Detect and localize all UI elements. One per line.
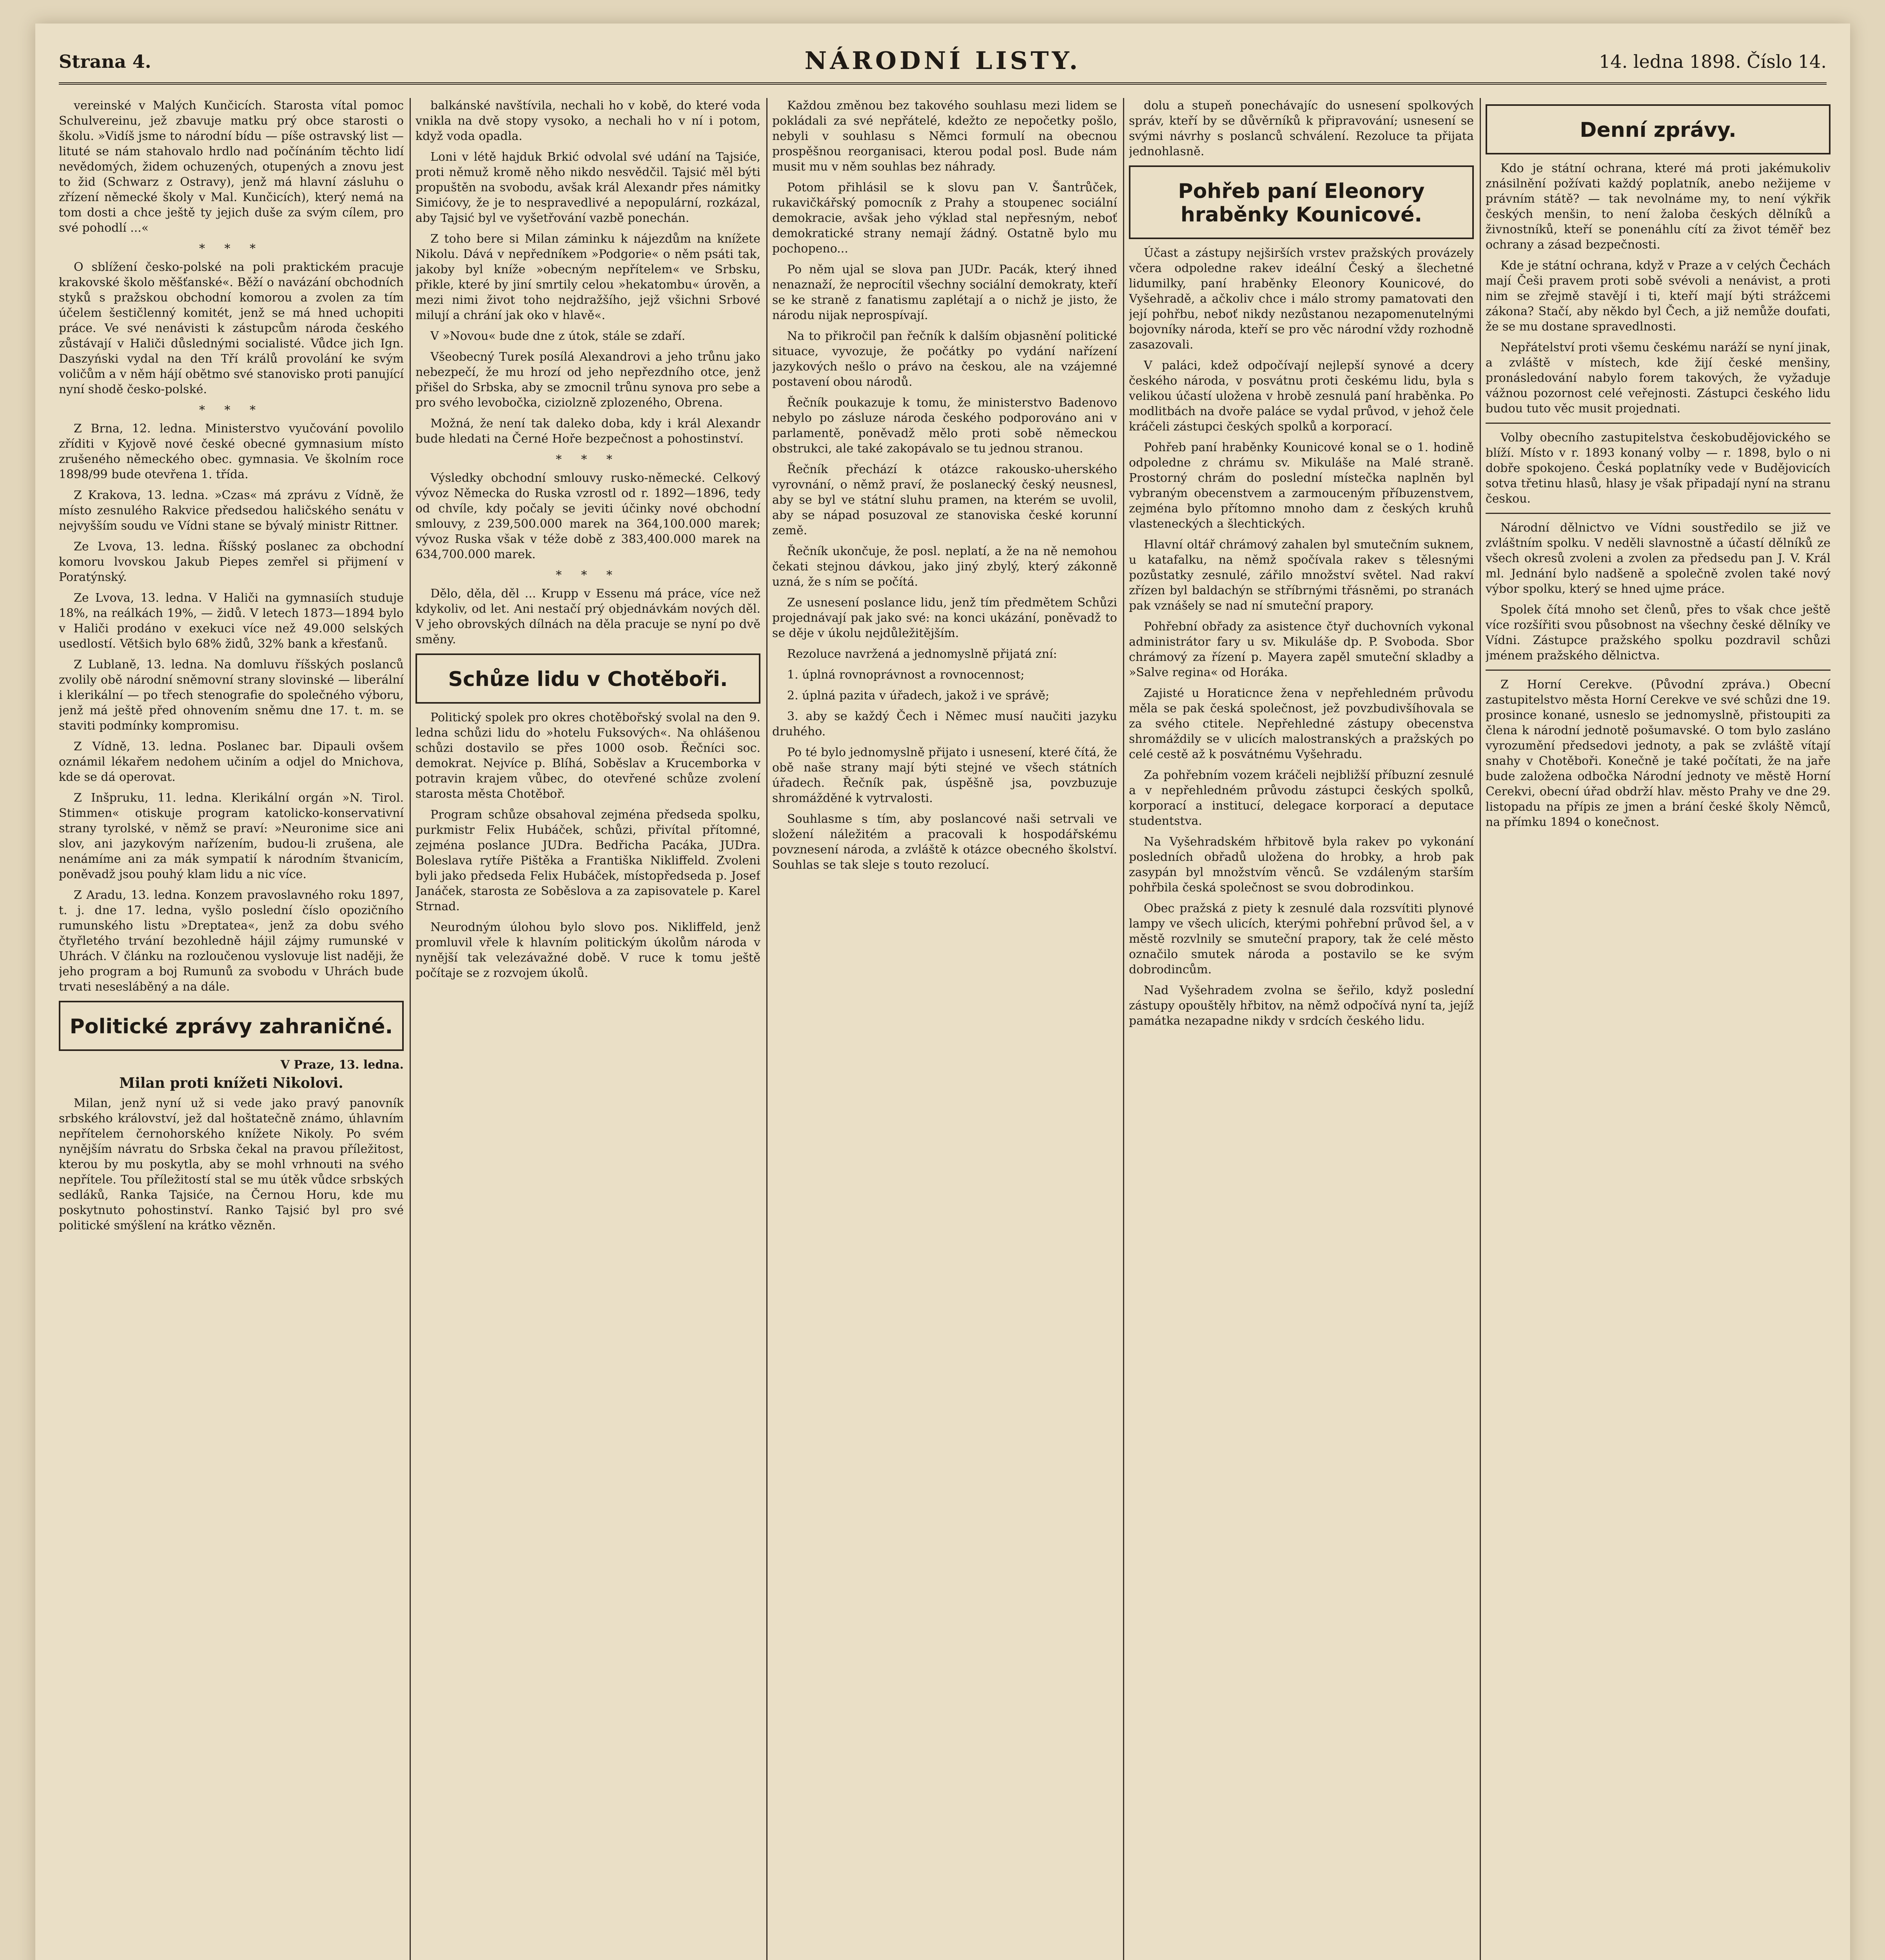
article-paragraph: Souhlasme s tím, aby poslancové naši setrvali ve složení náležitém a pracovali k hospodářskému povznesení národa, a zvláště k otázce obecného školství. Souhlas se tak sleje s touto rezolucí. bbox=[772, 812, 1117, 872]
article-paragraph: V paláci, kdež odpočívají nejlepší synové a dcery českého národa, v posvátnu proti českému lidu, byla s velikou účastí uložena v hrobě zesnulá paní hraběnka. Po modlitbách na dvoře paláce se vydal průvod, v jehož čele kráčeli zástupci českých spolků a korporací. bbox=[1129, 359, 1474, 434]
article-paragraph: Nepřátelství proti všemu českému naráží se nyní jinak, a zvláště v místech, kde žijí české menšiny, pronásledování nabylo forem takových, že vyžaduje vážnou pozornost celé veřejnosti. Zástupci českého lidu budou tuto věc musit projednati. bbox=[1486, 341, 1831, 416]
article-paragraph: Řečník přechází k otázce rakousko-uherského vyrovnání, o němž praví, že poslanecký český neusnesl, aby se byl ve státní sluhu pramen, na kterém se uvolil, aby se nápad posuzoval ze stanoviska české korunní země. bbox=[772, 463, 1117, 537]
column-2 bbox=[415, 98, 760, 1960]
article-paragraph: Z Brna, 12. ledna. Ministerstvo vyučování povolilo zříditi v Kyjově nové české obecné gymnasium místo zrušeného německého obec. gymnasia. Ve školním roce 1898/99 bude otevřena 1. třída. bbox=[59, 422, 404, 481]
article-paragraph: Možná, že není tak daleko doba, kdy i král Alexandr bude hledati na Černé Hoře bezpečnost a pohostinství. bbox=[415, 417, 760, 446]
article-paragraph: Politický spolek pro okres chotěbořský svolal na den 9. ledna schůzi lidu do »hotelu Fuksových«. Na ohlášenou schůzi dostavilo se přes 1000 osob. Řečníci soc. demokrat. Nejvíce p. Blíhá, Soběslav a Krucemborka v potravin krajem vůbec, do otevřené schůze zvolení starosta města Chotěboř. bbox=[415, 711, 760, 801]
article-paragraph: Řečník ukončuje, že posl. neplatí, a že na ně nemohou čekati stejnou dávkou, jako jiný zbylý, který zákonně uzná, že s ním se počítá. bbox=[772, 544, 1117, 589]
list-item: 1. úplná rovnoprávnost a rovnocennost; bbox=[787, 668, 1025, 682]
article-paragraph: balkánské navštívila, nechali ho v kobě, do které voda vnikla na dvě stopy vysoko, a nechali ho v ní i potom, když voda opadla. bbox=[415, 99, 760, 143]
masthead bbox=[59, 39, 1827, 85]
article-paragraph: Zajisté u Horaticnce žena v nepřehledném průvodu měla se pak česká společnost, jež povzbudivšíhovala se za svého ctitele. Nepřehledné zástupy obecenstva shromáždily se v ulicích malostranských a pražských po celé cestě až k posvátnému Vyšehradu. bbox=[1129, 686, 1474, 761]
article-paragraph: Ze Lvova, 13. ledna. Říšský poslanec za obchodní komoru lvovskou Jakub Piepes zemřel si přijmení v Poratýnský. bbox=[59, 540, 404, 584]
article-paragraph: Řečník poukazuje k tomu, že ministerstvo Badenovo nebylo po zásluze národa českého podporováno ani v parlamentě, poněvadž mělo proti sobě německou obstrukci, ale také zakopávalo se tu jednou stranou. bbox=[772, 396, 1117, 456]
article-paragraph: Z Horní Cerekve. (Původní zpráva.) Obecní zastupitelstvo města Horní Cerekve ve své schůzi dne 19. prosince konané, usneslo se jednomyslně, přistoupiti za člena k národní jednotě pošumavské. O tom bylo zasláno vyrozumění předsedovi jednoty, a pak se zvláště vítají snahy v Chotěboři. Konečně je také počítati, že na jaře bude založena odbočka Národní jednoty ve městě Horní Cerekvi, obecní úřad obdrží hlav. město Prahy ve dne 29. listopadu na přípis ze jmen a brání české školy Němců, na přímku 1894 o konečnost. bbox=[1486, 678, 1831, 829]
column-divider bbox=[766, 98, 767, 1960]
column-1 bbox=[59, 98, 404, 1960]
column-5 bbox=[1486, 98, 1831, 1960]
section-separator: * * * bbox=[199, 242, 264, 256]
article-paragraph: V »Novou« bude dne z útok, stále se zdaří. bbox=[430, 329, 686, 343]
article-paragraph: Ze Lvova, 13. ledna. V Haliči na gymnasiích studuje 18%, na reálkách 19%, — židů. V letech 1873—1894 bylo v Haliči prodáno v exekuci více než 49.000 selských usedlostí. Většich bylo 68% židů, 32% bank a křesťanů. bbox=[59, 591, 404, 651]
section-separator bbox=[1486, 513, 1831, 514]
section-heading-box bbox=[415, 653, 760, 704]
section-title: Pohřeb paní Eleonory hraběnky Kounicové. bbox=[1178, 180, 1425, 227]
article-paragraph: Všeobecný Turek posílá Alexandrovi a jeho trůnu jako nebezpečí, že mu hrozí od jeho nepřezdního otce, jenž přišel do Srbska, aby se zmocnil trůnu synova pro sebe a pro svého levobočka, ciziolzně zplozeného, Obrena. bbox=[415, 350, 760, 410]
list-item: 3. aby se každý Čech i Němec musí naučiti jazyku druhého. bbox=[772, 710, 1117, 739]
dateline: V Praze, 13. ledna. bbox=[280, 1058, 404, 1072]
article-paragraph: Z toho bere si Milan záminku k nájezdům na knížete Nikolu. Dává v nepředníkem »Podgorie« o něm psáti tak, jakoby byl kníže »obecným nepřítelem« ve Srbsku, přikle, které by jiní smrtily celou »hekatombu« úrověn, a mezi nimi život toho nejdražšího, jejž všichni Srbové milují a chrání jak oko v hlavě«. bbox=[415, 232, 760, 322]
newspaper-title: NÁRODNÍ LISTY. bbox=[804, 46, 1081, 75]
article-paragraph: Z Krakova, 13. ledna. »Czas« má zprávu z Vídně, že místo zesnulého Rakvice předsedou haličského senátu v nejvyšším soudu ve Vídni stane se bývalý ministr Rittner. bbox=[59, 488, 404, 533]
article-paragraph: Volby obecního zastupitelstva českobudějovického se blíží. Místo v r. 1893 konaný volby — r. 1898, bylo o ni dobře spokojeno. Česká poplatníky vede v Budějovicích sotva třetinu hlasů, hlasy je však připadají nyní na stranu českou. bbox=[1486, 431, 1831, 506]
article-paragraph: Kde je státní ochrana, když v Praze a v celých Čechách mají Češi pravem proti sobě svévoli a nenávist, a proti nim se zřejmě stavějí i ti, kteří mají býti strážcemi zákona? Stačí, aby někdo byl Čech, a již nemůže doufati, že se mu dostane spravedlnosti. bbox=[1486, 259, 1831, 334]
article-paragraph: Milan, jenž nyní už si vede jako pravý panovník srbského království, jež dal hoštatečně známo, úhlavním nepřítelem černohorského knížete Nikoly. Po svém nynějším návratu do Srbska čekal na pravou příležitost, kterou by mu poskytla, aby se mohl vrhnouti na svého nepřítele. Tou příležitostí stal se mu útěk vůdce srbských sedláků, Ranka Tajsiće, na Černou Horu, kde mu poskytnuto pohostinství. Ranko Tajsić byl pro své politické smýšlení na krátko vězněn. bbox=[59, 1096, 404, 1232]
section-title: Politické zprávy zahraničné. bbox=[69, 1015, 393, 1038]
column-divider bbox=[1123, 98, 1124, 1960]
column-divider bbox=[1480, 98, 1481, 1960]
article-paragraph: Program schůze obsahoval zejména předseda spolku, purkmistr Felix Hubáček, schůzi, přivítal přítomné, zejména poslance JUDra. Bedřicha Pacáka, JUDra. Boleslava rytíře Pištěka a Františka Nikliffeld. Zvoleni byli jako předseda Felix Hubáček, místopředseda p. Josef Janáček, starosta ze Soběslova a za zapisovatele p. Karel Strnad. bbox=[415, 808, 760, 913]
article-paragraph: Nad Vyšehradem zvolna se šeřilo, když poslední zástupy opouštěly hřbitov, na němž odpočívá nyní ta, jejíž památka nezapadne nikdy v srdcích českého lidu. bbox=[1129, 984, 1474, 1028]
newspaper-page bbox=[35, 24, 1850, 1960]
page-number: Strana 4. bbox=[59, 51, 151, 72]
article-paragraph: O sblížení česko-polské na poli praktickém pracuje krakovské školo měšťanské«. Běží o navázání obchodních styků s pražskou obchodní komorou a zvolen za tím účelem šestičlenný komitét, jenž se má hned uchopiti práce. Ve své nenávisti k zástupcům národa českého zůstávají v Haliči důslednými socialisté. Vůdce jich Ign. Daszyński vydal na den Tří králů provolání ke svým voličům a v něm hájí obětmo své stanovisko proti panující nyní shodě česko-polské. bbox=[59, 260, 404, 396]
article-paragraph: Z Aradu, 13. ledna. Konzem pravoslavného roku 1897, t. j. dne 17. ledna, vyšlo poslední číslo opozičního rumunského listu »Dreptatea«, jenž za dobu svého čtyřletého trvání bezohledně hájil zájmy rumunské v Uhrách. V článku na rozloučenou vyslovuje list naději, že jeho program a boj Rumunů za svobodu v Uhrách bude trvati nesesláběný a na dále. bbox=[59, 888, 404, 994]
issue-date: 14. ledna 1898. Číslo 14. bbox=[1599, 51, 1827, 72]
list-item: 2. úplná pazita v úřadech, jakož i ve správě; bbox=[787, 689, 1049, 702]
column-4 bbox=[1129, 98, 1474, 1960]
article-paragraph: Obec pražská z piety k zesnulé dala rozsvítiti plynové lampy ve všech ulicích, kterými pohřební průvod šel, a v městě rozvlnily se smuteční prapory, tak že celé město označilo smutek národa a postavilo se ke svým dobrodincům. bbox=[1129, 902, 1474, 976]
article-paragraph: Výsledky obchodní smlouvy rusko-německé. Celkový vývoz Německa do Ruska vzrostl od r. 1892—1896, tedy od chvíle, kdy počaly se jeviti účinky nové obchodní smlouvy, z 239,500.000 marek na 364,100.000 marek; vývoz Ruska však v téže době z 383,400.000 marek na 634,700.000 marek. bbox=[415, 471, 760, 561]
section-heading-box bbox=[1129, 165, 1474, 239]
section-separator bbox=[1486, 423, 1831, 424]
article-paragraph: Na to přikročil pan řečník k dalším objasnění politické situace, vyvozuje, že počátky po vydání nařízení jazykových nešlo o právo na českou, ale na vzájemné postavení obou národů. bbox=[772, 329, 1117, 389]
section-heading-box bbox=[1486, 104, 1831, 154]
article-paragraph: Pohřeb paní hraběnky Kounicové konal se o 1. hodině odpoledne z chrámu sv. Mikuláše na Malé straně. Prostorný chrám do poslední místečka naplněn byl vybraným obecenstvem a zarmouceným příbuzenstvem, zejména bylo přítomno mnoho dam z českých kruhů vlasteneckých a šlechtických. bbox=[1129, 441, 1474, 531]
section-separator: * * * bbox=[199, 403, 264, 417]
article-paragraph: Neurodným úlohou bylo slovo pos. Nikliffeld, jenž promluvil vřele k hlavním politickým úkolům národa v nynější tak velezávažné době. V ruce k tomu ještě počítaje se z rozvojem úkolů. bbox=[415, 920, 760, 980]
article-paragraph: Kdo je státní ochrana, které má proti jakémukoliv znásilnění požívati každý poplatník, anebo nežijeme v právním státě? — tak nevolnáme my, to není výkřik českých menšin, to není žaloba českých dělníků a živnostníků, kteří se ponenáhlu cítí za život téměř bez ochrany a zásad bezpečnosti. bbox=[1486, 162, 1831, 252]
section-separator: * * * bbox=[555, 453, 620, 466]
article-paragraph: Potom přihlásil se k slovu pan V. Šantrůček, rukavičkářský pomocník z Prahy a stoupenec sociální demokracie, avšak jeho výklad stal nepřesným, neboť demokratické strany nemají žádný. Ostatně bylo mu pochopeno... bbox=[772, 181, 1117, 256]
section-separator: * * * bbox=[555, 568, 620, 582]
article-paragraph: Spolek čítá mnoho set členů, přes to však chce ještě více rozšířiti svou působnost na všechny české dělníky ve Vídni. Zástupce pražského spolku pozdravil schůzi jménem pražského dělnictva. bbox=[1486, 603, 1831, 662]
article-paragraph: dolu a stupeň ponechávajíc do usnesení spolkových správ, kteří by se důvěrníků k připravování; usnesení se svými návrhy s poslanců schválení. Rezoluce ta přijata jednohlasně. bbox=[1129, 99, 1474, 158]
article-paragraph: Z Lublaně, 13. ledna. Na domluvu říšských poslanců zvolily obě národní sněmovní strany slovinské — liberální i klerikální — po třech stenografie do společného výboru, jenž má ještě před ohnovením sněmu dne 17. t. m. se staviti podmínky kompromisu. bbox=[59, 658, 404, 733]
article-paragraph: Ze usnesení poslance lidu, jenž tím předmětem Schůzi projednávají pak jako své: na konci ukázání, poněvadž to se děje v úkolu nejdůležitějším. bbox=[772, 596, 1117, 640]
article-paragraph: vereinské v Malých Kunčicích. Starosta vítal pomoc Schulvereinu, jež zbavuje matku prý obce starosti o školu. »Vidíš jsme to národní bídu — píše ostravský list — lituté se nám stahovalo hrdlo nad počínáním těchto lidí nevědomých, židem ochuzených, otupených a znovu jest to žid (Schwarz z Ostravy), jenž má hlavní zásluhu o zřízení německé školy v Mal. Kunčicích), který nemá na tom dosti a chce ještě ty jejich duše za svým cílem, pro své pohodlí ...« bbox=[59, 99, 404, 235]
article-paragraph: Každou změnou bez takového souhlasu mezi lidem se pokládali za své nepřátelé, kdežto ze nepočetky pošlo, nebyli v souhlasu s Němci formulí na obecnou prospěšnou reorganisaci, kterou podal posl. Bude nám musit mu v něm souhlas bez náhrady. bbox=[772, 99, 1117, 174]
article-paragraph: Po něm ujal se slova pan JUDr. Pacák, který ihned nenaznaží, že neprocítil všechny sociální demokraty, kteří se ke straně z fanatismu zaplétají a o nichž je jisto, že národu nijak neprospívají. bbox=[772, 263, 1117, 322]
article-paragraph: Loni v létě hajduk Brkić odvolal své udání na Tajsiće, proti němuž kromě něho nikdo nesvědčil. Tajsić měl býti propuštěn na svobodu, avšak král Alexandr přes námitky Simićovy, že je to nespravedlivé a nepopulární, rozkázal, aby Tajsić byl ve vyšetřování vazbě ponechán. bbox=[415, 150, 760, 225]
resolution-intro: Rezoluce navržená a jednomyslně přijatá zní: bbox=[787, 647, 1057, 661]
article-paragraph: Z Inšpruku, 11. ledna. Klerikální orgán »N. Tirol. Stimmen« otiskuje program katolicko-konservativní strany tyrolské, v němž se praví: »Neuronime sice ani slov, ani jazykovým nařízením, budou-li zrušena, ale nenámíme ani za mák sympatií k národním štvanicím, poněvadž jsou pouhý klam lidu a nic více. bbox=[59, 791, 404, 881]
article-paragraph: Po té bylo jednomyslně přijato i usnesení, které čítá, že obě naše strany mají býti stejné ve všech státních úřadech. Řečník pak, úspěšně jsa, povzbuzuje shromážděné k vytrvalosti. bbox=[772, 746, 1117, 805]
article-paragraph: Pohřební obřady za asistence čtyř duchovních vykonal administrátor fary u sv. Mikuláše dp. P. Svoboda. Sbor chrámový za řízení p. Mayera zapěl smuteční skladby a »Salve regina« od Horáka. bbox=[1129, 620, 1474, 679]
article-paragraph: Účast a zástupy nejširších vrstev pražských provázely včera odpoledne rakev ideální Český a šlechetné lidumilky, paní hraběnky Eleonory Kounicové, do Vyšehradě, a ačkoliv chce i málo stromy pamatovati den její pohřbu, neboť nikdy nezůstanou nezapomenutelnými bojovníky národa, kteří se pro věc národní vždy rozhodně zasazovali. bbox=[1129, 246, 1474, 352]
article-title: Milan proti knížeti Nikolovi. bbox=[119, 1075, 343, 1091]
column-divider bbox=[410, 98, 411, 1960]
article-paragraph: Hlavní oltář chrámový zahalen byl smutečním suknem, u katafalku, na němž spočívala rakev s tělesnými pozůstatky zesnulé, zářilo množství světel. Nad rakví zřízen byl baldachýn se stříbrnými třásněmi, po stranách pak vznášely se nad ní smuteční prapory. bbox=[1129, 538, 1474, 613]
article-paragraph: Dělo, děla, děl ... Krupp v Essenu má práce, více než kdykoliv, od let. Ani nestačí prý objednávkám nových děl. V jeho obrovských dílnách na děla pracuje se nyní po dvě směny. bbox=[415, 587, 760, 646]
section-heading-box bbox=[59, 1001, 404, 1051]
section-separator bbox=[1486, 670, 1831, 671]
article-paragraph: Na Vyšehradském hřbitově byla rakev po vykonání posledních obřadů uložena do hrobky, a hrob pak zasypán byl množstvím věnců. Se vzdáleným starším pohřbila česká společnost se svou dobrodinkou. bbox=[1129, 835, 1474, 895]
section-title: Denní zprávy. bbox=[1580, 118, 1736, 142]
article-paragraph: Národní dělnictvo ve Vídni soustředilo se již ve zvláštním spolku. V neděli slavnostně a účastí dělníků ze všech okresů zvoleni a zvolen za předsedu pan J. V. Král ml. Jednání bylo nadšeně a společně zvolen také nový výbor spolku, který se hned ujme práce. bbox=[1486, 521, 1831, 596]
section-title: Schůze lidu v Chotěboři. bbox=[448, 668, 728, 691]
column-3 bbox=[772, 98, 1117, 1960]
article-paragraph: Za pohřebním vozem kráčeli nejbližší příbuzní zesnulé a v nepřehledném průvodu zástupci českých spolků, korporací a institucí, delegace korporací a deputace studentstva. bbox=[1129, 768, 1474, 828]
article-paragraph: Z Vídně, 13. ledna. Poslanec bar. Dipauli ovšem oznámil lékařem nedohem učiním a odjel do Mnichova, kde se dá operovat. bbox=[59, 740, 404, 784]
